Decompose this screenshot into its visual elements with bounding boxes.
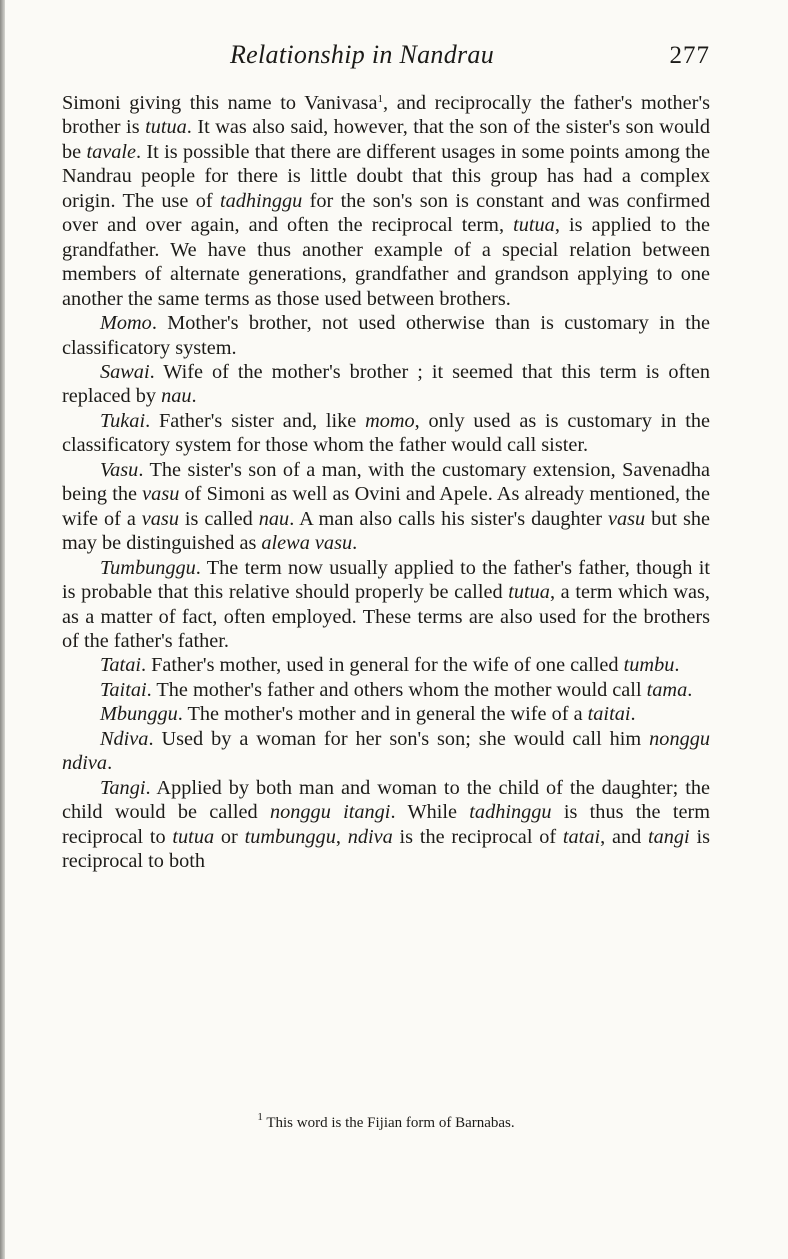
footnote-mark: 1 <box>257 1111 263 1123</box>
italic-term: tumbu <box>623 654 675 677</box>
text-run: . Father's sister and, like <box>145 409 366 432</box>
italic-term: tama <box>646 678 688 701</box>
running-head <box>60 38 712 78</box>
text-run: . It was also said, however, that the son of the sister's son would be <box>62 116 710 163</box>
italic-term: momo <box>365 409 415 432</box>
italic-term: Ndiva <box>100 727 149 750</box>
paragraph-entry <box>62 458 710 556</box>
italic-term: vasu <box>607 507 646 530</box>
paragraph-entry <box>62 556 710 654</box>
italic-term: tutua <box>508 581 550 604</box>
text-run: but she may be distinguished as <box>62 507 711 555</box>
italic-term: Tangi <box>100 776 146 799</box>
text-run: , is applied to the grandfather. We have thus another example of a special relation between members of alternate generations, grandfather and grandson applying to one another the same terms as those used between brothers. <box>62 214 710 310</box>
italic-term: tavale <box>86 140 137 163</box>
paragraph-continuation <box>62 91 710 311</box>
italic-term: Momo <box>100 312 152 335</box>
text-run: . Father's mother, used in general for the wife of one called <box>140 654 624 677</box>
text-run: . While <box>390 801 470 824</box>
italic-term: taitai <box>587 703 631 726</box>
text-run: is thus the term reciprocal to <box>62 801 710 848</box>
page-binding-edge <box>0 0 5 1259</box>
italic-term: tutua <box>172 825 215 848</box>
footnote <box>62 1111 710 1132</box>
text-run: . <box>191 385 197 408</box>
text-run: . Mother's brother, not used otherwise than is customary in the classificatory system. <box>62 312 710 359</box>
paragraph-entry <box>62 360 710 409</box>
italic-term: tutua <box>513 214 555 237</box>
text-run: . <box>352 532 358 555</box>
italic-term: tadhinggu <box>220 189 303 212</box>
text-run: Simoni giving this name to Vanivasa <box>62 92 378 114</box>
italic-term: Tumbunggu <box>100 556 196 579</box>
text-run: , and <box>600 825 648 848</box>
paragraph-entry <box>62 653 710 677</box>
italic-term: nau <box>258 507 290 530</box>
text-run: , a term which was, as a matter of fact, often employed. These terms are also used for the brothers of the father's father. <box>62 581 710 652</box>
paragraph-entry <box>62 409 710 458</box>
text-run: for the son's son is constant and was confirmed over and over again, and often the reciprocal term, <box>62 189 710 237</box>
italic-term: nau <box>161 385 192 408</box>
italic-term: Mbunggu <box>100 703 178 726</box>
page-number: 277 <box>669 42 710 69</box>
italic-term: tadhinggu <box>469 801 552 824</box>
text-run: , and reciprocally the father's mother's brother is <box>62 92 710 139</box>
paragraph-entry <box>62 311 710 360</box>
italic-term: Vasu <box>100 458 139 481</box>
text-run: , only used as is customary in the classificatory system for those whom the father would call sister. <box>62 409 710 457</box>
text-run: is reciprocal to both <box>62 825 711 873</box>
paragraph-entry <box>62 678 710 702</box>
body-text <box>62 91 710 874</box>
text-run: is the reciprocal of <box>392 825 563 848</box>
italic-term: nonggu itangi <box>269 801 391 824</box>
text-run: . The mother's father and others whom the mother would call <box>146 678 647 701</box>
text-run: . The mother's mother and in general the wife of a <box>177 703 588 726</box>
text-run: or <box>214 825 245 848</box>
footnote-reference: 1 <box>377 93 383 105</box>
italic-term: alewa vasu <box>261 532 353 555</box>
text-run: . It is possible that there are different usages in some points among the Nandrau people for there is little doubt that this group has had a complex origin. The use of <box>62 140 710 212</box>
italic-term: vasu <box>142 483 180 506</box>
text-run: . <box>107 752 113 775</box>
text-run: is called <box>178 507 259 530</box>
paragraph-entry <box>62 702 710 726</box>
italic-term: tumbunggu <box>244 825 336 848</box>
italic-term: Sawai <box>100 360 150 383</box>
text-run: . Used by a woman for her son's son; she would call him <box>148 727 650 750</box>
text-run: . <box>687 678 693 701</box>
italic-term: Tatai <box>100 654 141 677</box>
text-run: . <box>674 654 680 677</box>
running-title: Relationship in Nandrau <box>230 40 495 69</box>
text-run: . Wife of the mother's brother ; it seemed that this term is often replaced by <box>62 360 710 408</box>
italic-term: Tukai <box>100 409 146 432</box>
paragraph-entry <box>62 727 710 776</box>
text-run: . <box>630 703 636 726</box>
italic-term: Taitai <box>100 678 147 701</box>
italic-term: tatai <box>562 825 601 848</box>
paragraph-entry <box>62 776 710 874</box>
text-run: of Simoni as well as Ovini and Apele. As already mentioned, the wife of a <box>62 483 710 530</box>
footnote-text: This word is the Fijian form of Barnabas. <box>262 1115 515 1131</box>
italic-term: nonggu ndiva <box>62 727 710 775</box>
italic-term: vasu <box>141 507 179 530</box>
text-run: . The term now usually applied to the father's father, though it is probable that this relative should properly be called <box>62 556 710 604</box>
text-run: . The sister's son of a man, with the customary extension, Savenadha being the <box>62 458 710 506</box>
italic-term: ndiva <box>347 825 393 848</box>
italic-term: tangi <box>648 825 690 848</box>
italic-term: tutua <box>145 116 187 139</box>
text-run: . Applied by both man and woman to the child of the daughter; the child would be called <box>62 776 710 824</box>
text-run: . A man also calls his sister's daughter <box>289 507 608 530</box>
text-run: , <box>335 825 348 848</box>
